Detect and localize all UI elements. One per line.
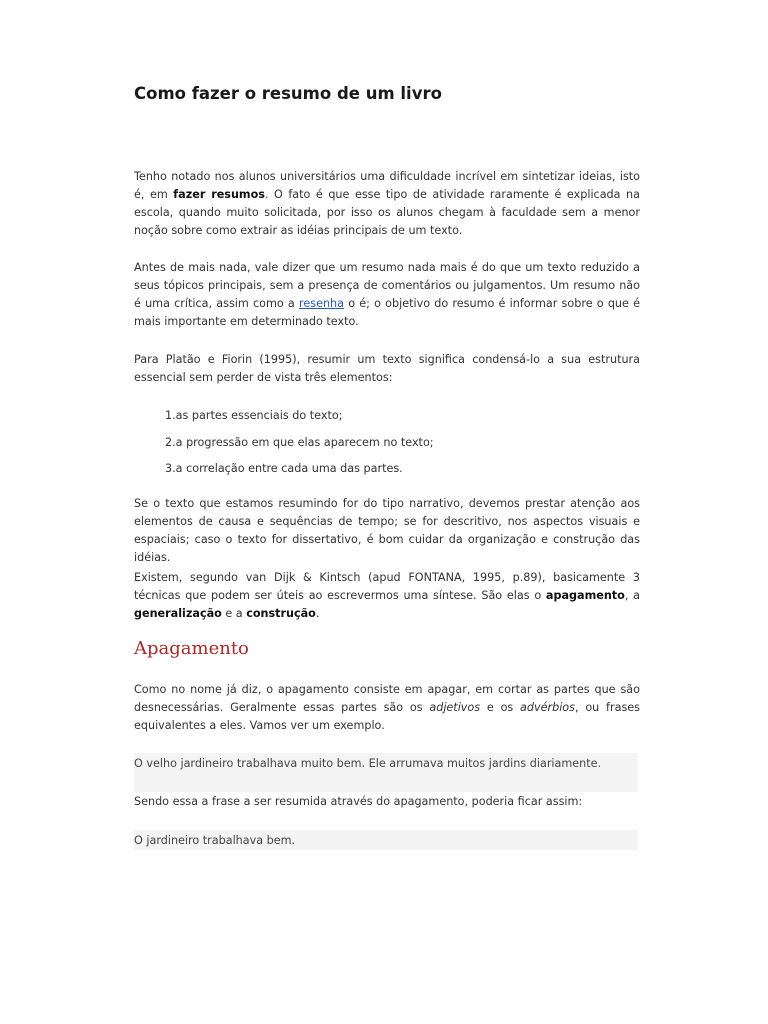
page-title: Como fazer o resumo de um livro [134,84,442,103]
paragraph-text: o é; o objetivo do resumo é informar sobre o que é mais importante em determinado texto. [134,297,640,328]
example-result-block [134,830,638,850]
bold-term: construção [246,607,316,620]
paragraph-result-intro: Sendo essa a frase a ser resumida através do apagamento, poderia ficar assim: [134,795,583,808]
paragraph-text: Como no nome já diz, o apagamento consiste em apagar, em cortar as partes que são desnecessárias. Geralmente essas partes são os [134,683,640,714]
bold-term: fazer resumos [173,188,265,201]
paragraph-text: , a [624,589,641,602]
example-text: O velho jardineiro trabalhava muito bem. Ele arrumava muitos jardins diariamente. [134,757,602,770]
paragraph-platao-fiorin: Para Platão e Fiorin (1995), resumir um texto significa condensá-lo a sua estrutura essencial sem perder de vista três elementos: [134,353,640,384]
example-text: O jardineiro trabalhava bem. [134,834,296,847]
list-item: 2.a progressão em que elas aparecem no texto; [165,435,434,449]
paragraph-text: e os [480,701,521,714]
paragraph-techniques [134,569,640,623]
paragraph-intro [134,168,640,240]
italic-term: advérbios [520,701,575,714]
elements-list [165,407,434,487]
paragraph-text-types: Se o texto que estamos resumindo for do tipo narrativo, devemos prestar atenção aos elementos de causa e sequências de tempo; se for descritivo, nos aspectos visuais e espaciais; caso o texto for dissertativo, é bom cuidar da organização e construção das idéias. [134,497,640,564]
list-item: 1.as partes essenciais do texto; [165,409,343,422]
paragraph-text: Antes de mais nada, vale dizer que um resumo nada mais é do que um texto reduzido a seus tópicos principais, sem a presença de comentários ou julgamentos. Um resumo não é uma crítica, assim como a [134,261,640,310]
paragraph-apagamento [134,681,640,735]
paragraph-text: . O fato é que esse tipo de atividade raramente é explicada na escola, quando muito solicitada, por isso os alunos chegam à faculdade sem a menor noção sobre como extrair as idéias principais de um texto. [134,188,640,237]
bold-term: apagamento [545,589,625,602]
paragraph-text: Existem, segundo van Dijk & Kintsch (apud FONTANA, 1995, p.89), basicamente 3 técnicas que podem ser úteis ao escrevermos uma síntese. São elas o [134,571,640,602]
paragraph-text: Tenho notado nos alunos universitários uma dificuldade incrível em sintetizar ideias, isto é, em [134,170,640,201]
list-item: 3.a correlação entre cada uma das partes. [165,462,403,475]
paragraph-text: . [315,607,320,620]
example-quote-block [134,753,638,792]
paragraph-text: e a [221,607,247,620]
section-heading: Apagamento [134,638,249,659]
italic-term: adjetivos [429,701,481,714]
bold-term: generalização [134,607,222,620]
paragraph-text: , ou frases equivalentes a eles. Vamos ver um exemplo. [134,701,640,732]
resenha-link[interactable]: resenha [299,297,344,310]
paragraph-definition [134,259,640,331]
